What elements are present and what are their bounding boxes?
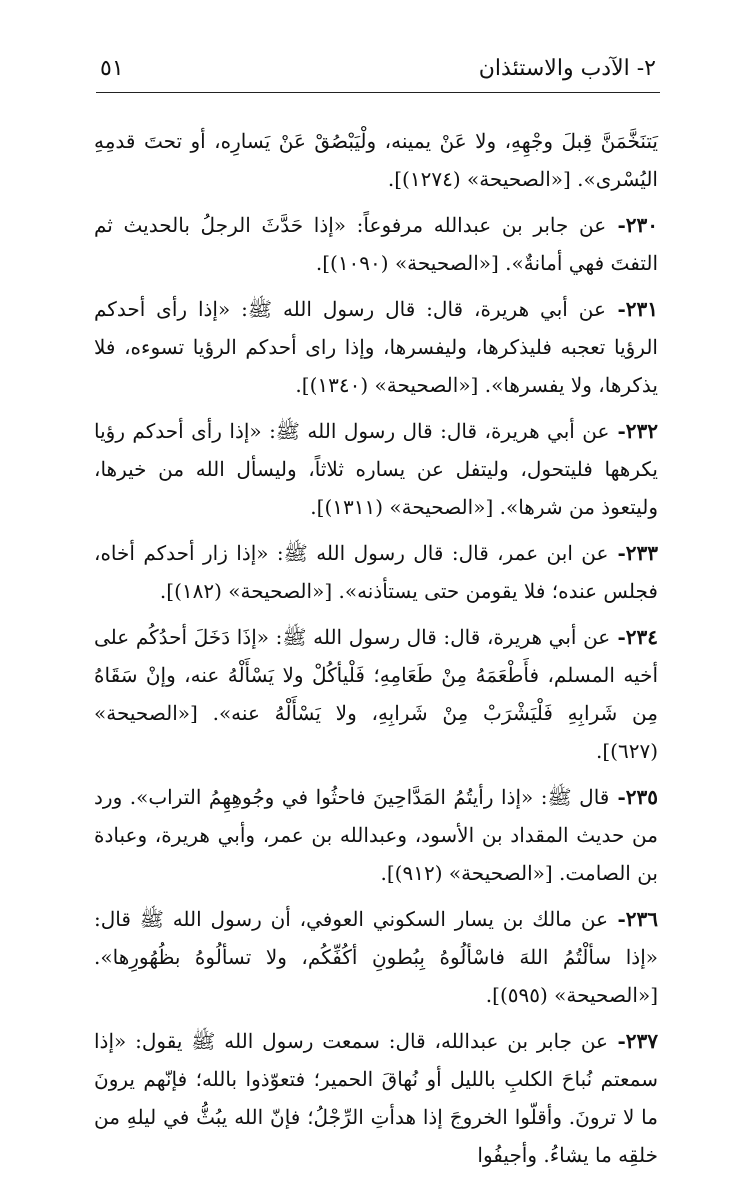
hadith-number: ٢٣٧- [608,1029,658,1053]
page-body [94,122,658,1182]
hadith-text: قال ﷺ: «إذا رأيتُمُ المَدَّاحِينَ فاحثُوا في وجُوهِهِمُ التراب». ورد من حديث المقداد بن الأسود، وعبدالله بن عمر، وأبي هريرة، وعبادة بن الصامت. [«الصحيحة» (٩١٢)]. [94,785,658,885]
hadith-231 [94,290,658,404]
hadith-232 [94,412,658,526]
hadith-number: ٢٣٠- [606,213,659,237]
hadith-text: عن مالك بن يسار السكوني العوفي، أن رسول الله ﷺ قال: «إذا سألْتُمُ اللهَ فاسْألُوهُ بِبُطونِ أكُفِّكُم، ولا تسألُوهُ بظُهُورِها». [«الصحيحة» (٥٩٥)]. [94,907,658,1007]
hadith-number: ٢٣١- [605,297,658,321]
hadith-text: عن جابر بن عبدالله مرفوعاً: «إذا حَدَّثَ الرجلُ بالحديث ثم التفتَ فهي أمانةٌ». [«الصحيحة» (١٠٩٠)]. [94,213,658,275]
hadith-text: عن أبي هريرة، قال: قال رسول الله ﷺ: «إذا رأى أحدكم الرؤيا تعجبه فليذكرها، وليفسرها، وإذا راى أحدكم الرؤيا تسوءه، فلا يذكرها، ولا يفسرها». [«الصحيحة» (١٣٤٠)]. [94,297,658,397]
hadith-235 [94,778,658,892]
hadith-text: عن جابر بن عبدالله، قال: سمعت رسول الله ﷺ يقول: «إذا سمعتم نُباحَ الكلبِ بالليل أو نُهاقَ الحمير؛ فتعوّذوا بالله؛ فإنّهم يرونَ ما لا ترونَ. وأقلّوا الخروجَ إذا هدأتِ الرِّجْلُ؛ فإنّ الله يبُثُّ في ليلهِ من خلقِه ما يشاءُ. وأجيفُوا [94,1029,658,1167]
hadith-number: ٢٣٣- [608,541,659,565]
hadith-text: عن ابن عمر، قال: قال رسول الله ﷺ: «إذا زار أحدكم أخاه، فجلس عنده؛ فلا يقومن حتى يستأذنه». [«الصحيحة» (١٨٢)]. [94,541,658,603]
hadith-number: ٢٣٤- [610,625,659,649]
page-number: ٥١ [100,56,124,81]
hadith-number: ٢٣٢- [609,419,658,443]
hadith-text: عن أبي هريرة، قال: قال رسول الله ﷺ: «إذَا دَخَلَ أحدُكُم على أخيه المسلم، فأَطْعَمَهُ مِنْ طَعَامِهِ؛ فَلْيأكُلْ ولا يَسْأَلْهُ عنه، وإنْ سَقَاهُ مِن شَرابِهِ فَلْيَشْرَبْ مِنْ شَرابِهِ، ولا يَسْأَلْهُ عنه». [«الصحيحة» (٦٢٧)]. [94,625,658,763]
hadith-230 [94,206,658,282]
hadith-text: عن أبي هريرة، قال: قال رسول الله ﷺ: «إذا رأى أحدكم رؤيا يكرهها فليتحول، وليتفل عن يساره ثلاثاً، وليسأل الله من خيرها، وليتعوذ من شرها». [«الصحيحة» (١٣١١)]. [94,419,658,519]
continued-paragraph [94,122,658,198]
hadith-number: ٢٣٥- [609,785,658,809]
hadith-number: ٢٣٦- [608,907,659,931]
page-header [96,52,660,93]
hadith-234 [94,618,658,770]
hadith-237 [94,1022,658,1174]
hadith-236 [94,900,658,1014]
hadith-233 [94,534,658,610]
chapter-title: ٢- الآدب والاستئذان [478,56,656,81]
paragraph-text: يَتنَخَّمَنَّ قِبلَ وجْهِهِ، ولا عَنْ يمينه، ولْيَبْصُقْ عَنْ يَسارِه، أو تحتَ قدمِهِ اليُسْرى». [«الصحيحة» (١٢٧٤)]. [94,129,658,191]
